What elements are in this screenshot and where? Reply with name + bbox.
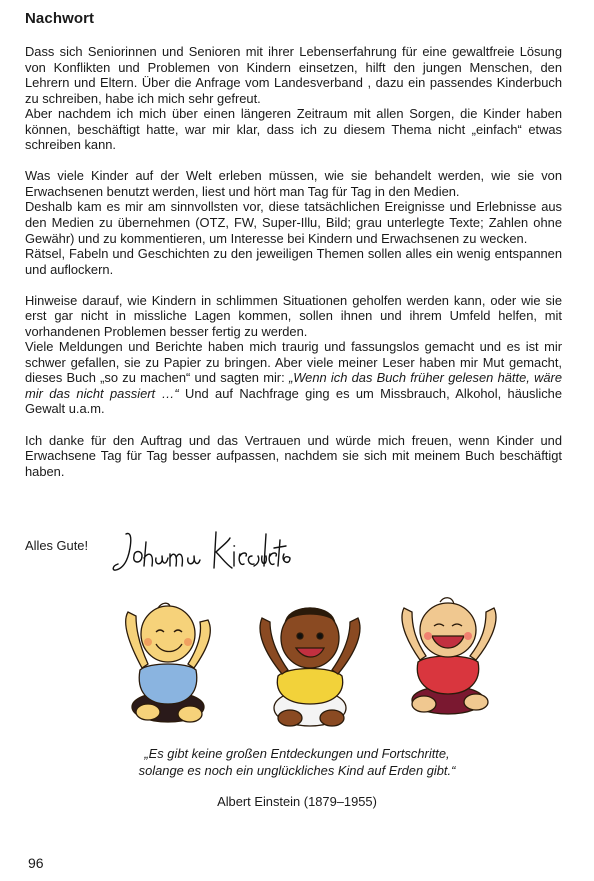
quote-line: solange es noch ein unglückliches Kind auf Erden gibt.“ (138, 763, 456, 778)
baby-red-shirt (402, 598, 496, 714)
baby-yellow-shirt (260, 608, 360, 726)
paragraph: Dass sich Seniorinnen und Senioren mit ihrer Lebenserfahrung für eine gewaltfreie Lösung von Konflikten und Problemen von Kindern einsetzen, hilft den jungen Menschen, den Lehrern und Eltern. Über die Anfrage vom Landesverband , dazu ein passendes Kinderbuch zu schreiben, habe ich mich sehr gefreut. (25, 44, 562, 106)
paragraph: Hinweise darauf, wie Kindern in schlimmen Situationen geholfen werden kann, oder wie sie erst gar nicht in missliche Lagen kommen, sollen ihnen und ihrem Umfeld helfen, mit vorhandenen Problemen besser fertig zu werden. (25, 292, 562, 339)
paragraph: Ich danke für den Auftrag und das Vertrauen und würde mich freuen, wenn Kinder und Erwachsene Tag für Tag besser aufpassen, nachdem sie sich mit meinem Buch beschäftigt haben. (25, 432, 562, 479)
quote-author: Albert Einstein (1879–1955) (217, 794, 377, 809)
paragraph (25, 339, 562, 417)
paragraph: Was viele Kinder auf der Welt erleben müssen, wie sie behandelt werden, wie sie von Erwachsenen benutzt werden, liest und hört man Tag für Tag in den Medien. (25, 168, 562, 199)
baby-blue-shirt (126, 603, 211, 722)
paragraph: Aber nachdem ich mich über einen längeren Zeitraum mit allen Sorgen, die Kinder haben können, beschäftigt hatte, war mir klar, dass ich zu diesem Thema nicht „einfach“ etwas schreiben kann. (25, 106, 562, 153)
closing-greeting: Alles Gute! (25, 538, 89, 553)
quoted-reader-statement: „Wenn ich das Buch früher gelesen hätte, wäre mir das nicht passiert …“ (25, 370, 563, 401)
page-number: 96 (28, 855, 44, 871)
paragraph-text: Und auf Nachfrage ging es um Missbrauch, Alkohol, häusliche Gewalt u.a.m. (25, 385, 562, 417)
paragraph: Rätsel, Fabeln und Geschichten zu den jeweiligen Themen sollen alles ein wenig entspannen und auflockern. (25, 246, 562, 277)
body-text (25, 44, 562, 479)
babies-illustration (118, 592, 508, 732)
signature-image (112, 520, 292, 580)
page-heading: Nachwort (25, 10, 95, 27)
quote-line: „Es gibt keine großen Entdeckungen und Fortschritte, (144, 746, 450, 761)
paragraph: Deshalb kam es mir am sinnvollsten vor, diese tatsächlichen Ereignisse und Erlebnisse aus den Medien zu übernehmen (OTZ, FW, Super-Illu, Bild; grau unterlegte Texte; Zahlen ohne Gewähr) und zu kommentieren, um Interesse bei Kindern und Erwachsenen zu wecken. (25, 199, 562, 246)
paragraph-text: Viele Meldungen und Berichte haben mich traurig und fassungslos gemacht und es ist mir schwer gefallen, sie zu Papier zu bringen. Aber viele meiner Leser haben mir Mut gemacht, dieses Buch „so zu machen“ und sagten mir: (25, 339, 562, 386)
